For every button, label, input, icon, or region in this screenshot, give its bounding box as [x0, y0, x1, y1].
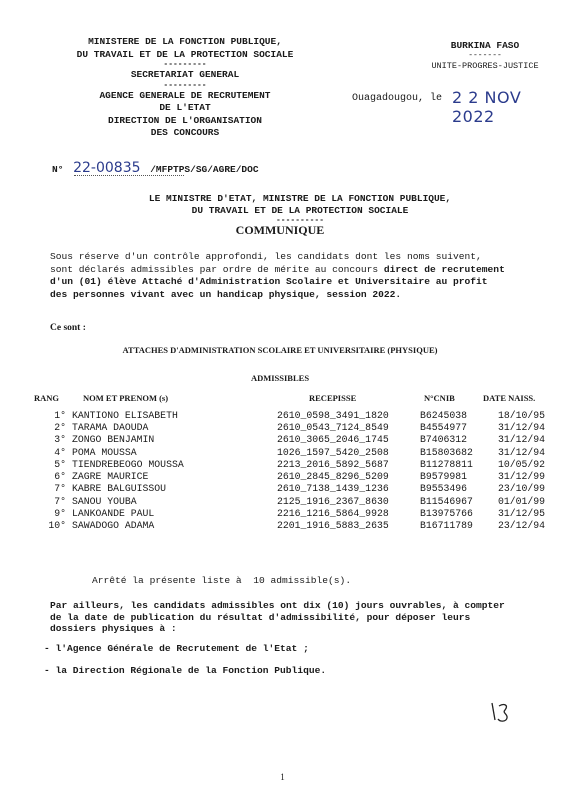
- rank-cell: 4°: [54, 446, 66, 458]
- table-row: [22, 507, 558, 519]
- separator: ---------: [163, 60, 207, 69]
- name-cell: KANTIONO ELISABETH: [72, 409, 178, 421]
- name-cell: ZAGRE MAURICE: [72, 471, 149, 483]
- header-birthdate: DATE NAISS.: [483, 393, 536, 403]
- section-title: ATTACHES D'ADMINISTRATION SCOLAIRE ET UNIVERSITAIRE (PHYSIQUE): [122, 345, 438, 355]
- name-cell: SANOU YOUBA: [72, 495, 137, 507]
- birthdate-cell: 23/12/94: [498, 520, 546, 532]
- reference-suffix: /MFPTPS/SG/AGRE/DOC: [150, 164, 259, 175]
- name-cell: ZONGO BENJAMIN: [72, 434, 155, 446]
- receipt-cell: 2216_1216_5864_9928: [277, 508, 389, 520]
- separator: ---------: [163, 80, 207, 90]
- page-number: 1: [280, 772, 285, 782]
- table-row: [22, 483, 558, 495]
- name-cell: KABRE BALGUISSOU: [72, 483, 167, 495]
- minister-line-2: DU TRAVAIL ET DE LA PROTECTION SOCIALE: [191, 205, 409, 216]
- receipt-cell: 2610_2845_8296_5209: [277, 471, 389, 483]
- receipt-cell: 2610_0598_3491_1820: [277, 409, 389, 421]
- ministry-header: [40, 36, 330, 140]
- country-header: [420, 40, 550, 72]
- table-row: [22, 495, 558, 507]
- birthdate-cell: 01/01/99: [498, 495, 546, 507]
- intro-paragraph: [50, 251, 510, 301]
- header-receipt: RECEPISSE: [309, 393, 357, 403]
- cnib-cell: B15803682: [420, 446, 473, 458]
- country-name: BURKINA FASO: [450, 40, 520, 51]
- cnib-cell: B16711789: [420, 520, 473, 532]
- cnib-cell: B9579981: [420, 471, 468, 483]
- deposit-paragraph: Par ailleurs, les candidats admissibles ont dix (10) jours ouvrables, à compter de la date de publication du résultat d'admissibilité, pour déposer leurs dossiers physiques à :: [50, 600, 505, 634]
- direction-line-2: DES CONCOURS: [150, 127, 220, 138]
- reference-handwritten-number: 22-00835: [73, 160, 141, 176]
- receipt-cell: 2201_1916_5883_2635: [277, 520, 389, 532]
- table-row: [22, 446, 558, 458]
- agency-line-1: AGENCE GENERALE DE RECRUTEMENT: [99, 89, 271, 101]
- rank-cell: 6°: [54, 471, 66, 483]
- name-cell: LANKOANDE PAUL: [72, 508, 155, 520]
- deposit-location-1: - l'Agence Générale de Recrutement de l'Etat ;: [44, 643, 309, 654]
- deposit-location-2: - la Direction Régionale de la Fonction Publique.: [44, 665, 327, 676]
- admissibles-label: ADMISSIBLES: [250, 373, 310, 383]
- ministry-line-2: DU TRAVAIL ET DE LA PROTECTION SOCIALE: [76, 48, 294, 60]
- reference-number: [52, 160, 259, 176]
- receipt-cell: 1026_1597_5420_2508: [277, 446, 389, 458]
- table-row: [22, 434, 558, 446]
- rank-cell: 1°: [54, 409, 66, 421]
- admissibles-table: [22, 409, 558, 532]
- stamped-date: 2 2 NOV 2022: [452, 88, 522, 126]
- name-cell: POMA MOUSSA: [72, 446, 137, 458]
- intro-bold-text: direct de recrutement d'un (01) élève Attaché d'Administration Scolaire et Universitaire au profit des personnes vivant avec un handicap physique, session 2022.: [50, 263, 505, 300]
- direction-line-1: DIRECTION DE L'ORGANISATION: [108, 114, 262, 126]
- minister-line-1: LE MINISTRE D'ETAT, MINISTRE DE LA FONCTION PUBLIQUE,: [148, 193, 452, 204]
- header-cnib: N°CNIB: [424, 393, 455, 403]
- header-rank: RANG: [34, 393, 60, 403]
- cnib-cell: B9553496: [420, 483, 468, 495]
- minister-title: [90, 193, 510, 225]
- reference-underline: [74, 175, 184, 176]
- birthdate-cell: 31/12/94: [498, 421, 546, 433]
- rank-cell: 10°: [48, 520, 66, 532]
- table-row: [22, 470, 558, 482]
- cnib-cell: B4554977: [420, 421, 468, 433]
- rank-cell: 2°: [54, 421, 66, 433]
- name-cell: SAWADOGO ADAMA: [72, 520, 155, 532]
- birthdate-cell: 10/05/92: [498, 458, 546, 470]
- receipt-cell: 2610_3065_2046_1745: [277, 434, 389, 446]
- cnib-cell: B6245038: [420, 409, 468, 421]
- intro-text: Sous réserve d'un contrôle approfondi, les candidats dont les noms suivent, sont déclarés admissibles par ordre de mérite au concours: [50, 251, 482, 275]
- rank-cell: 9°: [54, 508, 66, 520]
- birthdate-cell: 31/12/94: [498, 446, 546, 458]
- name-cell: TIENDREBEOGO MOUSSA: [72, 458, 184, 470]
- cnib-cell: B7406312: [420, 434, 468, 446]
- table-row: [22, 421, 558, 433]
- ministry-line-1: MINISTERE DE LA FONCTION PUBLIQUE,: [88, 36, 282, 47]
- rank-cell: 3°: [54, 434, 66, 446]
- place-label: Ouagadougou, le: [352, 93, 443, 104]
- national-motto: UNITE-PROGRES-JUSTICE: [431, 61, 539, 71]
- birthdate-cell: 31/12/95: [498, 508, 546, 520]
- separator: ----------: [275, 216, 324, 225]
- cnib-cell: B11546967: [420, 495, 473, 507]
- receipt-cell: 2610_7138_1439_1236: [277, 483, 389, 495]
- rank-cell: 7°: [54, 495, 66, 507]
- birthdate-cell: 31/12/94: [498, 434, 546, 446]
- birthdate-cell: 23/10/99: [498, 483, 546, 495]
- birthdate-cell: 18/10/95: [498, 409, 546, 421]
- initials-signature: [488, 700, 514, 724]
- header-name: NOM ET PRENOM (s): [83, 393, 169, 403]
- receipt-cell: 2213_2016_5892_5687: [277, 458, 389, 470]
- agency-line-2: DE L'ETAT: [159, 102, 211, 113]
- cnib-cell: B11278811: [420, 458, 473, 470]
- table-row: [22, 409, 558, 421]
- rank-cell: 5°: [54, 458, 66, 470]
- table-row: [22, 520, 558, 532]
- ce-sont-label: Ce sont :: [50, 323, 86, 333]
- communique-title: COMMUNIQUE: [235, 223, 325, 237]
- cnib-cell: B13975766: [420, 508, 473, 520]
- receipt-cell: 2125_1916_2367_8630: [277, 495, 389, 507]
- reference-prefix: N°: [52, 164, 64, 175]
- rank-cell: 7°: [54, 483, 66, 495]
- birthdate-cell: 31/12/99: [498, 471, 546, 483]
- secretariat-line: SECRETARIAT GENERAL: [130, 69, 240, 80]
- name-cell: TARAMA DAOUDA: [72, 421, 149, 433]
- table-row: [22, 458, 558, 470]
- separator: -------: [468, 51, 502, 60]
- list-closing-statement: Arrêté la présente liste à 10 admissible(s).: [92, 575, 352, 586]
- receipt-cell: 2610_0543_7124_8549: [277, 421, 389, 433]
